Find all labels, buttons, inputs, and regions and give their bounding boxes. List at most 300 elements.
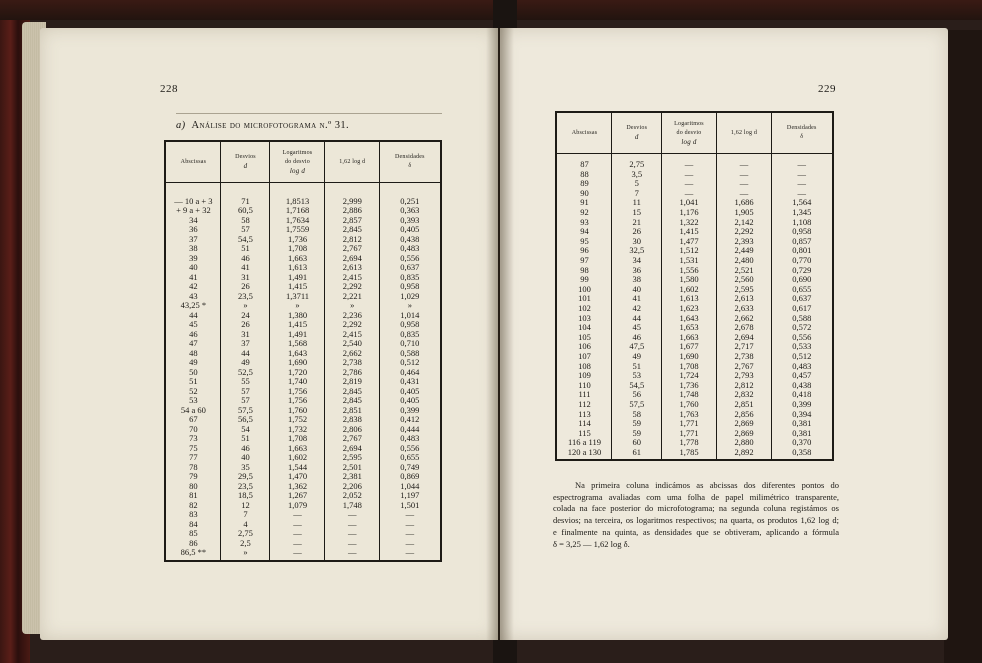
density-cell: 1,197 <box>400 490 420 500</box>
desvio-cell: 41 <box>241 262 250 272</box>
desvio-cell: 46 <box>241 252 250 263</box>
desvio-cell: 54 <box>241 423 250 434</box>
table-row <box>557 207 832 217</box>
desvio-cell: 34 <box>632 255 641 265</box>
table-row <box>166 281 440 291</box>
density-cell: 0,588 <box>400 347 420 358</box>
left-data-table <box>164 140 442 562</box>
desvio-cell: 30 <box>632 235 641 246</box>
logarithm-cell: 1,663 <box>287 252 308 263</box>
product-cell: 2,381 <box>342 471 362 481</box>
abscissa-cell: 100 <box>578 283 591 294</box>
desvio-cell: » <box>243 547 248 557</box>
density-cell: 0,399 <box>792 399 812 409</box>
product-cell: 2,857 <box>342 214 362 225</box>
density-cell: 0,393 <box>400 214 420 225</box>
logarithm-cell: 1,623 <box>679 303 699 313</box>
density-cell: — <box>797 178 806 189</box>
abscissa-cell: 94 <box>580 226 589 237</box>
desvio-cell: 26 <box>632 226 641 237</box>
table-row <box>557 188 832 198</box>
desvio-cell: 58 <box>241 214 250 225</box>
analysis-heading <box>176 120 349 131</box>
abscissa-cell: 79 <box>189 471 198 481</box>
density-cell: 0,869 <box>400 471 420 481</box>
table-row <box>557 226 832 236</box>
product-cell: 2,851 <box>342 404 362 415</box>
logarithm-cell: 1,556 <box>679 264 699 275</box>
table-row <box>557 274 832 284</box>
density-cell: 0,637 <box>792 293 812 304</box>
desvio-cell: 59 <box>632 418 641 429</box>
table-row <box>557 255 832 265</box>
density-cell: 0,512 <box>400 357 420 367</box>
header-densidades <box>380 142 440 182</box>
desvio-cell: 54,5 <box>238 233 253 244</box>
product-cell: 2,613 <box>342 262 362 272</box>
abscissa-cell: 78 <box>189 461 198 472</box>
logarithm-cell: 1,760 <box>287 404 308 415</box>
density-cell: 0,457 <box>792 370 812 381</box>
product-cell: 2,694 <box>342 442 362 453</box>
product-cell: 1,686 <box>734 197 754 208</box>
heading-text: Análise do microfotograma n.º 31. <box>191 120 350 131</box>
header-densidades-line: Densidades <box>786 125 817 131</box>
density-cell: 0,464 <box>400 366 420 377</box>
density-cell: — <box>797 168 806 179</box>
desvio-cell: 60,5 <box>238 205 253 215</box>
abscissa-cell: 46 <box>189 328 198 339</box>
desvio-cell: 61 <box>632 447 641 457</box>
header-logaritmos-line: log d <box>681 137 697 146</box>
abscissa-cell: 37 <box>189 233 198 244</box>
product-cell: 2,236 <box>342 309 362 320</box>
density-cell: 0,749 <box>400 461 420 472</box>
logarithm-cell: 1,736 <box>679 379 699 390</box>
table-row <box>557 197 832 207</box>
product-cell: 2,221 <box>342 290 362 301</box>
logarithm-cell: 1,322 <box>679 216 699 227</box>
abscissa-cell: 114 <box>578 418 591 429</box>
table-row <box>166 395 440 405</box>
product-cell: 2,786 <box>342 366 362 377</box>
logarithm-cell: 1,380 <box>287 309 308 320</box>
abscissa-cell: 99 <box>580 274 589 285</box>
abscissa-cell: 85 <box>189 528 198 538</box>
desvio-cell: 15 <box>632 207 641 217</box>
abscissa-cell: 90 <box>580 187 589 198</box>
density-cell: 0,358 <box>792 447 812 457</box>
density-cell: 0,431 <box>400 376 420 386</box>
table-row <box>166 300 440 310</box>
logarithm-cell: 1,690 <box>679 351 699 361</box>
book-cover-marble-top <box>0 0 982 20</box>
desvio-cell: 31 <box>241 271 250 282</box>
table-row <box>557 169 832 179</box>
product-cell: 2,678 <box>734 322 754 333</box>
density-cell: 0,637 <box>400 262 420 272</box>
table-header <box>557 113 832 154</box>
table-row <box>557 245 832 255</box>
product-cell: — <box>739 159 749 169</box>
desvio-cell: 46 <box>632 331 641 342</box>
density-cell: 1,014 <box>400 309 420 320</box>
table-row <box>166 405 440 415</box>
density-cell: 0,617 <box>792 303 812 313</box>
abscissa-cell: 49 <box>189 357 198 367</box>
table-row <box>166 509 440 519</box>
product-cell: » <box>350 300 355 310</box>
product-cell: 2,738 <box>734 351 754 361</box>
abscissa-cell: 112 <box>578 399 591 409</box>
table-row <box>166 196 440 206</box>
abscissa-cell: 105 <box>578 331 591 342</box>
table-row <box>166 433 440 443</box>
product-cell: 2,415 <box>342 271 362 282</box>
logarithm-cell: 1,785 <box>679 447 699 457</box>
logarithm-cell: 1,415 <box>287 281 308 291</box>
desvio-cell: 57,5 <box>629 399 645 409</box>
abscissa-cell: 53 <box>189 395 198 405</box>
table-row <box>166 538 440 548</box>
logarithm-cell: 1,544 <box>287 461 308 472</box>
density-cell: 1,044 <box>400 480 420 491</box>
abscissa-cell: 83 <box>189 509 198 519</box>
desvio-cell: 57,5 <box>238 404 253 415</box>
abscissa-cell: 116 a 119 <box>568 437 601 448</box>
desvio-cell: 18,5 <box>238 490 253 500</box>
desvio-cell: 52,5 <box>238 366 253 377</box>
desvio-cell: 4 <box>243 518 248 529</box>
desvio-cell: 51 <box>632 360 641 371</box>
abscissa-cell: 73 <box>189 433 198 443</box>
product-cell: 2,292 <box>342 281 362 291</box>
abscissa-cell: 102 <box>578 303 591 313</box>
header-abscissas-line: Abscissas <box>571 129 598 136</box>
abscissa-cell: 39 <box>189 252 198 263</box>
product-cell: 1,748 <box>342 499 362 510</box>
density-cell: 0,770 <box>792 255 812 265</box>
table-row <box>166 462 440 472</box>
abscissa-cell: 120 a 130 <box>567 447 602 457</box>
abscissa-cell <box>166 186 221 196</box>
table-row <box>557 322 832 332</box>
density-cell: 0,483 <box>792 360 812 371</box>
heading-lead: a) <box>176 120 186 131</box>
logarithm-cell: 1,602 <box>287 452 308 462</box>
logarithm-cell: 1,3711 <box>285 290 310 301</box>
table-row <box>166 215 440 225</box>
desvio-cell: 21 <box>632 216 641 227</box>
abscissa-cell: 97 <box>580 255 589 265</box>
header-abscissas <box>557 113 612 153</box>
header-desvios-line: Desvios <box>235 154 256 160</box>
table-row <box>166 547 440 557</box>
desvio-cell: 23,5 <box>238 290 253 301</box>
header-desvios-line: Desvios <box>626 125 648 131</box>
logarithm-cell: 1,756 <box>287 385 308 396</box>
logarithm-cell: 1,602 <box>679 283 699 294</box>
logarithm-cell: 1,041 <box>679 197 699 208</box>
logarithm-cell: 1,613 <box>679 293 699 304</box>
density-cell: 0,857 <box>792 235 812 246</box>
abscissa-cell: 70 <box>189 423 198 434</box>
density-cell: 0,655 <box>400 452 420 462</box>
desvio-cell: 49 <box>632 351 641 361</box>
product-cell: — <box>348 537 357 548</box>
density-cell: — <box>405 528 415 538</box>
abscissa-cell: 48 <box>189 347 198 358</box>
abscissa-cell: 108 <box>578 360 591 371</box>
desvio-cell: 53 <box>632 370 641 381</box>
product-cell: 2,694 <box>342 252 362 263</box>
header-logaritmos <box>662 113 717 153</box>
desvio-cell: 51 <box>241 433 250 443</box>
table-row <box>166 205 440 215</box>
table-row <box>166 357 440 367</box>
density-cell: 0,958 <box>400 281 420 291</box>
right-page-number: 229 <box>818 83 836 95</box>
logarithm-cell: — <box>684 178 694 189</box>
abscissa-cell: 86 <box>189 537 198 548</box>
product-cell: 2,812 <box>342 233 362 244</box>
desvio-cell: 7 <box>634 187 639 198</box>
density-cell: 1,564 <box>792 197 812 208</box>
logarithm-cell: 1,415 <box>679 226 699 237</box>
desvio-cell: 11 <box>632 197 641 208</box>
header-logaritmos-line: do desvio <box>676 129 702 136</box>
desvio-cell: 12 <box>241 499 250 510</box>
header-densidades <box>772 113 833 153</box>
logarithm-cell: 1,653 <box>679 322 699 333</box>
abscissa-cell: 43 <box>189 290 198 301</box>
logarithm-cell: 1,740 <box>287 376 308 386</box>
paragraph-line: δ = 3,25 — 1,62 log δ. <box>553 538 630 549</box>
product-cell: 2,845 <box>342 224 362 234</box>
logarithm-cell: 1,690 <box>287 357 308 367</box>
desvio-cell: 31 <box>241 328 250 339</box>
abscissa-cell: 104 <box>578 322 591 333</box>
density-cell: 0,835 <box>400 271 420 282</box>
table-row <box>166 528 440 538</box>
abscissa-cell: 98 <box>580 264 589 275</box>
desvio-cell: 57 <box>241 385 250 396</box>
product-cell: 1,905 <box>734 207 754 217</box>
product-cell: 2,767 <box>342 243 362 253</box>
abscissa-cell: 52 <box>189 385 198 396</box>
header-logaritmos-line: do desvio <box>285 158 310 165</box>
logarithm-cell: » <box>295 300 300 310</box>
abscissa-cell: 40 <box>189 262 198 272</box>
abscissa-cell: 110 <box>578 379 591 390</box>
table-row <box>557 399 832 409</box>
density-cell: » <box>407 300 412 310</box>
desvio-cell: 51 <box>241 243 250 253</box>
desvio-cell: 24 <box>241 309 250 320</box>
density-cell: 0,444 <box>400 423 420 434</box>
header-desvios <box>221 142 270 182</box>
product-cell: 2,812 <box>734 379 754 390</box>
paragraph-line: e finalmente na quinta, as densidades que se obtiveram, aplicando a fórmula <box>553 526 839 537</box>
density-cell: 0,958 <box>400 319 420 329</box>
paragraph-line: desvios; na terceira, os logaritmos respectivos; na quarta, os produtos 1,62 log d; <box>553 515 839 526</box>
density-cell: 0,405 <box>400 224 420 234</box>
product-cell: 2,738 <box>342 357 362 367</box>
density-cell: 1,108 <box>792 216 812 227</box>
header-desvios-line: d <box>634 133 639 141</box>
abscissa-cell: 80 <box>189 480 198 491</box>
table-row <box>166 443 440 453</box>
abscissa-cell: 34 <box>189 214 198 225</box>
table-row <box>166 329 440 339</box>
table-row <box>166 424 440 434</box>
logarithm-cell: 1,771 <box>679 418 699 429</box>
product-cell: 2,845 <box>342 385 362 396</box>
product-cell: 2,767 <box>734 360 754 371</box>
table-row <box>557 351 832 361</box>
logarithm-cell: 1,491 <box>287 271 308 282</box>
density-cell: 0,405 <box>400 385 420 396</box>
desvio-cell: 41 <box>632 293 641 304</box>
density-cell: 0,370 <box>792 437 812 448</box>
table-row <box>166 272 440 282</box>
logarithm-cell: — <box>293 518 302 529</box>
product-cell: 2,886 <box>342 205 362 215</box>
table-row <box>557 217 832 227</box>
density-cell: 0,483 <box>400 243 420 253</box>
table-row <box>166 186 440 196</box>
density-cell: 0,572 <box>792 322 812 333</box>
product-cell: 2,142 <box>734 216 754 227</box>
logarithm-cell: 1,531 <box>679 255 699 265</box>
density-cell: 0,381 <box>792 427 812 438</box>
header-abscissas-line: Abscissas <box>180 158 207 165</box>
table-row <box>166 234 440 244</box>
desvio-cell: 59 <box>632 427 641 438</box>
product-cell: 2,880 <box>734 437 754 448</box>
table-row <box>557 284 832 294</box>
table-row <box>557 447 832 457</box>
abscissa-cell: 107 <box>578 351 591 361</box>
density-cell: 0,729 <box>792 264 812 275</box>
desvio-cell: 42 <box>632 303 641 313</box>
product-cell: 2,595 <box>734 283 754 294</box>
density-cell: — <box>797 187 806 198</box>
density-cell: 0,556 <box>792 331 812 342</box>
product-cell: 2,717 <box>734 341 754 352</box>
product-cell: 2,767 <box>342 433 362 443</box>
abscissa-cell: 106 <box>578 341 591 352</box>
table-row <box>166 481 440 491</box>
header-product <box>717 113 772 153</box>
abscissa-cell: 93 <box>580 216 589 227</box>
header-logaritmos-line: log d <box>289 166 306 175</box>
heading-rule <box>176 113 442 114</box>
density-cell: 0,801 <box>792 245 812 256</box>
abscissa-cell: 109 <box>578 370 591 381</box>
density-cell: 0,533 <box>792 341 812 352</box>
header-logaritmos <box>270 142 325 182</box>
density-cell: 0,512 <box>792 351 812 361</box>
density-cell: — <box>405 547 415 557</box>
product-cell: — <box>739 178 749 189</box>
table-row <box>557 332 832 342</box>
logarithm-cell: 1,8513 <box>285 195 310 206</box>
desvio-cell: 56,5 <box>238 414 253 424</box>
product-cell <box>325 186 380 196</box>
abscissa-cell: 84 <box>189 518 198 529</box>
product-cell: 2,869 <box>734 418 754 429</box>
header-product <box>325 142 380 182</box>
density-cell: 0,710 <box>400 338 420 348</box>
desvio-cell: 38 <box>632 274 641 285</box>
header-densidades-line: δ <box>800 134 804 140</box>
logarithm-cell: 1,663 <box>287 442 308 453</box>
density-cell: 1,501 <box>400 499 420 510</box>
density-cell: 0,483 <box>400 433 420 443</box>
paragraph-line: espectrograma avaliadas com uma folha de papel milimétrico transparente, <box>553 491 839 502</box>
logarithm-cell: 1,708 <box>287 243 308 253</box>
product-cell: — <box>348 518 357 529</box>
table-row <box>557 409 832 419</box>
logarithm-cell: 1,720 <box>287 366 308 377</box>
abscissa-cell: 111 <box>578 389 591 400</box>
table-row <box>557 313 832 323</box>
density-cell: 0,251 <box>400 195 420 206</box>
header-product-line: 1,62 log d <box>730 129 758 136</box>
abscissa-cell: 95 <box>580 235 589 246</box>
abscissa-cell: 51 <box>189 376 198 386</box>
product-cell: 2,613 <box>734 293 754 304</box>
density-cell: 0,588 <box>792 312 812 323</box>
abscissa-cell: 43,25 * <box>180 300 207 310</box>
abscissa-cell: 47 <box>189 338 198 348</box>
header-abscissas <box>166 142 221 182</box>
desvio-cell: 26 <box>241 319 250 329</box>
desvio-cell: 58 <box>632 408 641 419</box>
table-row <box>557 437 832 447</box>
desvio-cell: 35 <box>241 461 250 472</box>
logarithm-cell: 1,736 <box>287 233 308 244</box>
product-cell: — <box>739 187 749 198</box>
logarithm-cell: 1,643 <box>679 312 699 323</box>
density-cell: 0,363 <box>400 205 420 215</box>
logarithm-cell: — <box>293 547 302 557</box>
header-densidades-line: δ <box>408 163 412 169</box>
explanatory-paragraph <box>553 480 839 550</box>
header-product-line: 1,62 log d <box>339 158 366 165</box>
product-cell: 2,806 <box>342 423 362 434</box>
table-row <box>166 338 440 348</box>
logarithm-cell: 1,756 <box>287 395 308 405</box>
product-cell: 2,851 <box>734 399 754 409</box>
desvio-cell: 49 <box>241 357 250 367</box>
abscissa-cell: 44 <box>189 309 198 320</box>
abscissa-cell: 82 <box>189 499 198 510</box>
density-cell: — <box>797 159 806 169</box>
desvio-cell: 55 <box>241 376 250 386</box>
logarithm-cell: 1,7168 <box>285 205 310 215</box>
desvio-cell: 29,5 <box>238 471 253 481</box>
product-cell: 2,999 <box>342 195 362 206</box>
product-cell: 2,856 <box>734 408 754 419</box>
abscissa-cell: 54 a 60 <box>180 404 206 415</box>
logarithm-cell: 1,568 <box>287 338 308 348</box>
logarithm-cell: 1,491 <box>287 328 308 339</box>
table-row <box>166 452 440 462</box>
desvio-cell: 23,5 <box>238 480 253 491</box>
density-cell: 0,556 <box>400 442 420 453</box>
